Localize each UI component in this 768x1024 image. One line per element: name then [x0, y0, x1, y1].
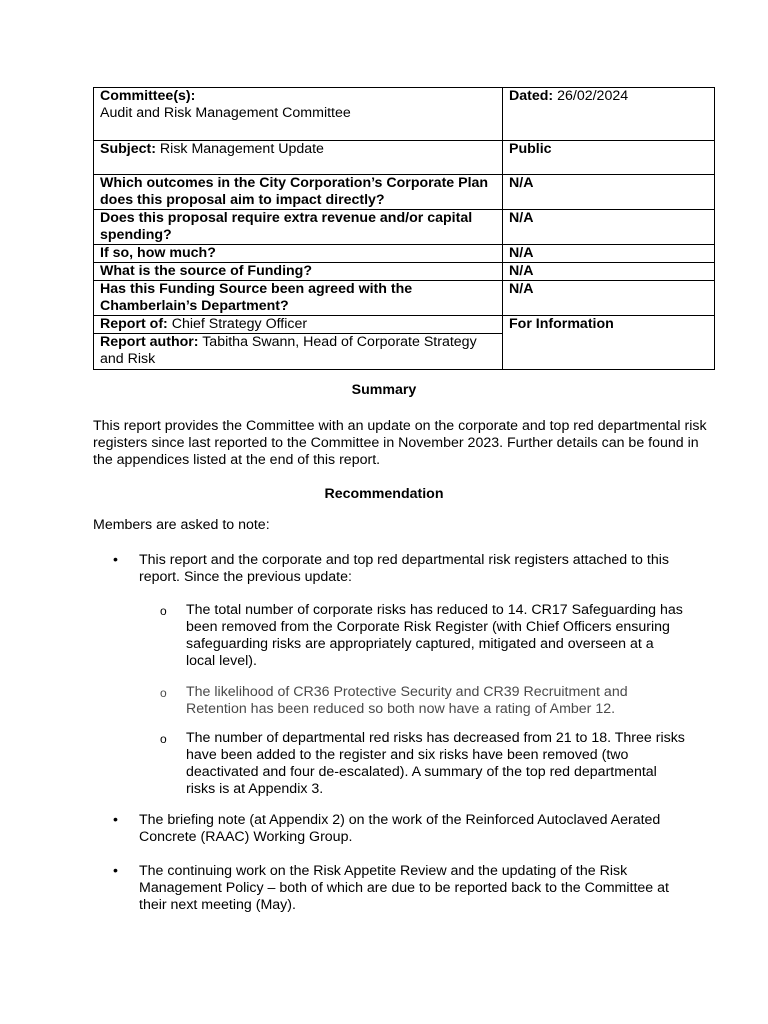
bullet-marker: • [113, 812, 118, 828]
subject-cell [94, 141, 503, 175]
cover-table [93, 87, 715, 370]
revenue-row [94, 210, 715, 245]
sub-bullet-marker: o [160, 732, 167, 746]
report-of-label: Report of: [100, 316, 168, 332]
source-question-cell [94, 263, 503, 281]
purpose: For Information [509, 316, 614, 332]
summary-heading: Summary [351, 382, 417, 398]
classification-cell [503, 141, 715, 175]
committee-cell [94, 88, 503, 141]
outcomes-answer: N/A [509, 175, 534, 191]
sub-bullet-text: The total number of corporate risks has reduced to 14. CR17 Safeguarding has been removed from the Corporate Risk Register (with Chief Officers ensuring safeguarding risks are appropriately captured, mitigated and overseen at a local level). [186, 602, 683, 669]
report-of-value: Chief Strategy Officer [171, 316, 308, 332]
source-row [94, 263, 715, 281]
subject-label: Subject: [100, 141, 156, 157]
committee-row [94, 88, 715, 141]
report-of-row [94, 316, 715, 334]
how-much-answer: N/A [509, 245, 534, 261]
recommendation-heading: Recommendation [324, 486, 444, 502]
agreed-question-cell [94, 281, 503, 316]
sub-bullet-marker: o [160, 686, 167, 700]
recommendation-intro: Members are asked to note: [93, 517, 270, 533]
source-question: What is the source of Funding? [100, 263, 313, 279]
subject-value: Risk Management Update [159, 141, 324, 157]
source-answer-cell [503, 263, 715, 281]
outcomes-question-cell [94, 175, 503, 210]
summary-text: This report provides the Committee with an update on the corporate and top red departmental risk registers since last reported to the Committee in November 2023. Further details can be found in the appendices listed at the end of this report. [93, 418, 707, 468]
revenue-answer-cell [503, 210, 715, 245]
sub-bullet-marker: o [160, 604, 167, 618]
subject-row [94, 141, 715, 175]
revenue-question-cell [94, 210, 503, 245]
how-much-row [94, 245, 715, 263]
purpose-cell [503, 316, 715, 370]
report-author-cell [94, 334, 503, 370]
report-author-label: Report author: [100, 334, 199, 350]
bullet-marker: • [113, 552, 118, 568]
outcomes-question: Which outcomes in the City Corporation’s Corporate Plan does this proposal aim to impact directly? [100, 175, 489, 208]
how-much-question: If so, how much? [100, 245, 216, 261]
agreed-row [94, 281, 715, 316]
bullet-marker: • [113, 863, 118, 879]
revenue-question: Does this proposal require extra revenue and/or capital spending? [100, 210, 473, 243]
bullet-text: The briefing note (at Appendix 2) on the work of the Reinforced Autoclaved Aerated Concrete (RAAC) Working Group. [139, 812, 661, 845]
revenue-answer: N/A [509, 210, 534, 226]
agreed-answer: N/A [509, 281, 534, 297]
dated-label: Dated: [509, 88, 554, 104]
classification: Public [509, 141, 552, 157]
sub-bullet-text: The number of departmental red risks has decreased from 21 to 18. Three risks have been added to the register and six risks have been removed (two deactivated and four de-escalated). A summary of the top red departmental risks is at Appendix 3. [186, 730, 685, 797]
report-of-cell [94, 316, 503, 334]
dated-value: 26/02/2024 [557, 88, 629, 104]
report-author-value: Tabitha Swann, Head of Corporate Strategy and Risk [100, 334, 477, 367]
source-answer: N/A [509, 263, 534, 279]
how-much-answer-cell [503, 245, 715, 263]
committee-value: Audit and Risk Management Committee [100, 105, 351, 121]
outcomes-answer-cell [503, 175, 715, 210]
outcomes-row [94, 175, 715, 210]
dated-cell [503, 88, 715, 141]
bullet-text: The continuing work on the Risk Appetite Review and the updating of the Risk Management Policy – both of which are due to be reported back to the Committee at their next meeting (May). [139, 863, 669, 913]
how-much-question-cell [94, 245, 503, 263]
committee-label: Committee(s): [100, 88, 196, 104]
agreed-answer-cell [503, 281, 715, 316]
sub-bullet-text: The likelihood of CR36 Protective Security and CR39 Recruitment and Retention has been reduced so both now have a rating of Amber 12. [186, 684, 628, 717]
agreed-question: Has this Funding Source been agreed with the Chamberlain’s Department? [100, 281, 413, 314]
bullet-text: This report and the corporate and top red departmental risk registers attached to this report. Since the previous update: [139, 552, 669, 585]
